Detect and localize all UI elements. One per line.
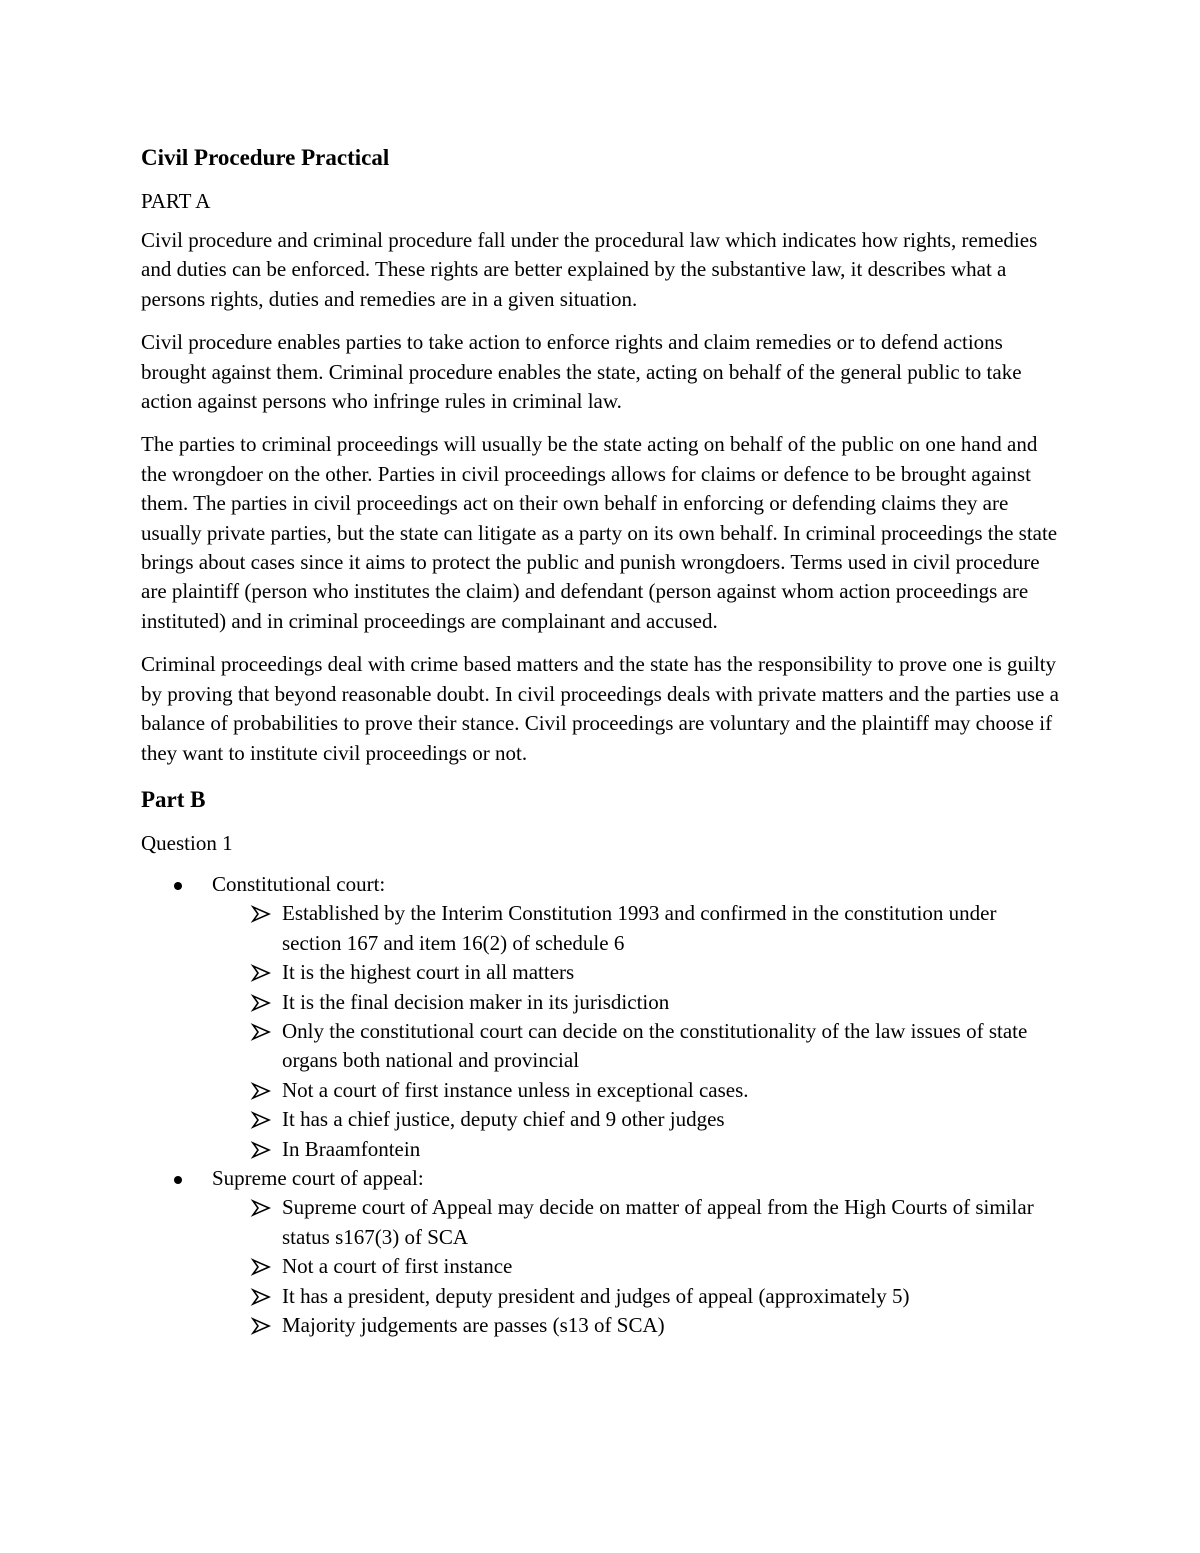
list-item-text: It is the highest court in all matters	[282, 960, 575, 985]
list-item	[212, 988, 1061, 1017]
list-item	[212, 1135, 1061, 1164]
document-page	[141, 140, 1061, 1340]
list-item-text: Not a court of first instance unless in exceptional cases.	[282, 1077, 749, 1102]
list-item-text: It has a chief justice, deputy chief and 9 other judges	[282, 1107, 725, 1132]
arrowhead-bullet-icon	[250, 1135, 272, 1164]
list-item	[212, 958, 1061, 987]
list-item	[212, 1193, 1061, 1252]
arrowhead-bullet-icon	[250, 1017, 272, 1046]
list-item-text: Only the constitutional court can decide on the constitutionality of the law issues of state organs both national and provincial	[282, 1018, 1028, 1073]
document-title: Civil Procedure Practical	[141, 145, 390, 170]
paragraph: Civil procedure and criminal procedure fall under the procedural law which indicates how rights, remedies and duties can be enforced. These rights are better explained by the substantive law, it describes what a persons rights, duties and remedies are in a given situation.	[141, 228, 1038, 311]
court-item-supreme-appeal	[141, 1164, 1061, 1340]
arrowhead-bullet-icon	[250, 988, 272, 1017]
arrowhead-bullet-icon	[250, 1282, 272, 1311]
arrowhead-bullet-icon	[250, 1193, 272, 1222]
court-name: Supreme court of appeal:	[212, 1165, 424, 1190]
arrowhead-bullet-icon	[250, 899, 272, 928]
list-item	[212, 1311, 1061, 1340]
paragraph: Criminal proceedings deal with crime based matters and the state has the responsibility to prove one is guilty by proving that beyond reasonable doubt. In civil proceedings deals with private matters and the parties use a balance of probabilities to prove their stance. Civil proceedings are voluntary and the plaintiff may choose if they want to institute civil proceedings or not.	[141, 652, 1059, 765]
list-item-text: It has a president, deputy president and judges of appeal (approximately 5)	[282, 1283, 910, 1308]
list-item-text: Not a court of first instance	[282, 1254, 513, 1279]
arrowhead-bullet-icon	[250, 958, 272, 987]
list-item-text: In Braamfontein	[282, 1136, 421, 1161]
list-item	[212, 1017, 1061, 1076]
court-item-constitutional	[141, 870, 1061, 1164]
part-b-heading: Part B	[141, 786, 206, 812]
paragraph: Civil procedure enables parties to take action to enforce rights and claim remedies or to defend actions brought against them. Criminal procedure enables the state, acting on behalf of the general public to take action against persons who infringe rules in criminal law.	[141, 330, 1022, 414]
list-item-text: Established by the Interim Constitution 1993 and confirmed in the constitution under section 167 and item 16(2) of schedule 6	[282, 901, 997, 955]
court-points-list	[212, 1193, 1061, 1340]
list-item-text: It is the final decision maker in its jurisdiction	[282, 989, 670, 1014]
list-item	[212, 1076, 1061, 1105]
bullet-icon	[174, 882, 182, 890]
bullet-icon	[174, 1176, 182, 1184]
part-a-label: PART A	[141, 189, 211, 213]
list-item	[212, 899, 1061, 958]
arrowhead-bullet-icon	[250, 1076, 272, 1105]
arrowhead-bullet-icon	[250, 1105, 272, 1134]
arrowhead-bullet-icon	[250, 1311, 272, 1340]
paragraph: The parties to criminal proceedings will usually be the state acting on behalf of the public on one hand and the wrongdoer on the other. Parties in civil proceedings allows for claims or defence to be brought against them. The parties in civil proceedings act on their own behalf in enforcing or defending claims they are usually private parties, but the state can litigate as a party on its own behalf. In criminal proceedings the state brings about cases since it aims to protect the public and punish wrongdoers. Terms used in civil procedure are plaintiff (person who institutes the claim) and defendant (person against whom action proceedings are instituted) and in criminal proceedings are complainant and accused.	[141, 432, 1058, 633]
courts-list	[141, 870, 1061, 1341]
question-label: Question 1	[141, 830, 233, 855]
list-item-text: Supreme court of Appeal may decide on matter of appeal from the High Courts of similar status s167(3) of SCA	[282, 1195, 1034, 1249]
court-name: Constitutional court:	[212, 871, 386, 896]
list-item-text: Majority judgements are passes (s13 of SCA)	[282, 1313, 665, 1337]
list-item	[212, 1252, 1061, 1281]
list-item	[212, 1282, 1061, 1311]
arrowhead-bullet-icon	[250, 1252, 272, 1281]
court-points-list	[212, 899, 1061, 1164]
list-item	[212, 1105, 1061, 1134]
